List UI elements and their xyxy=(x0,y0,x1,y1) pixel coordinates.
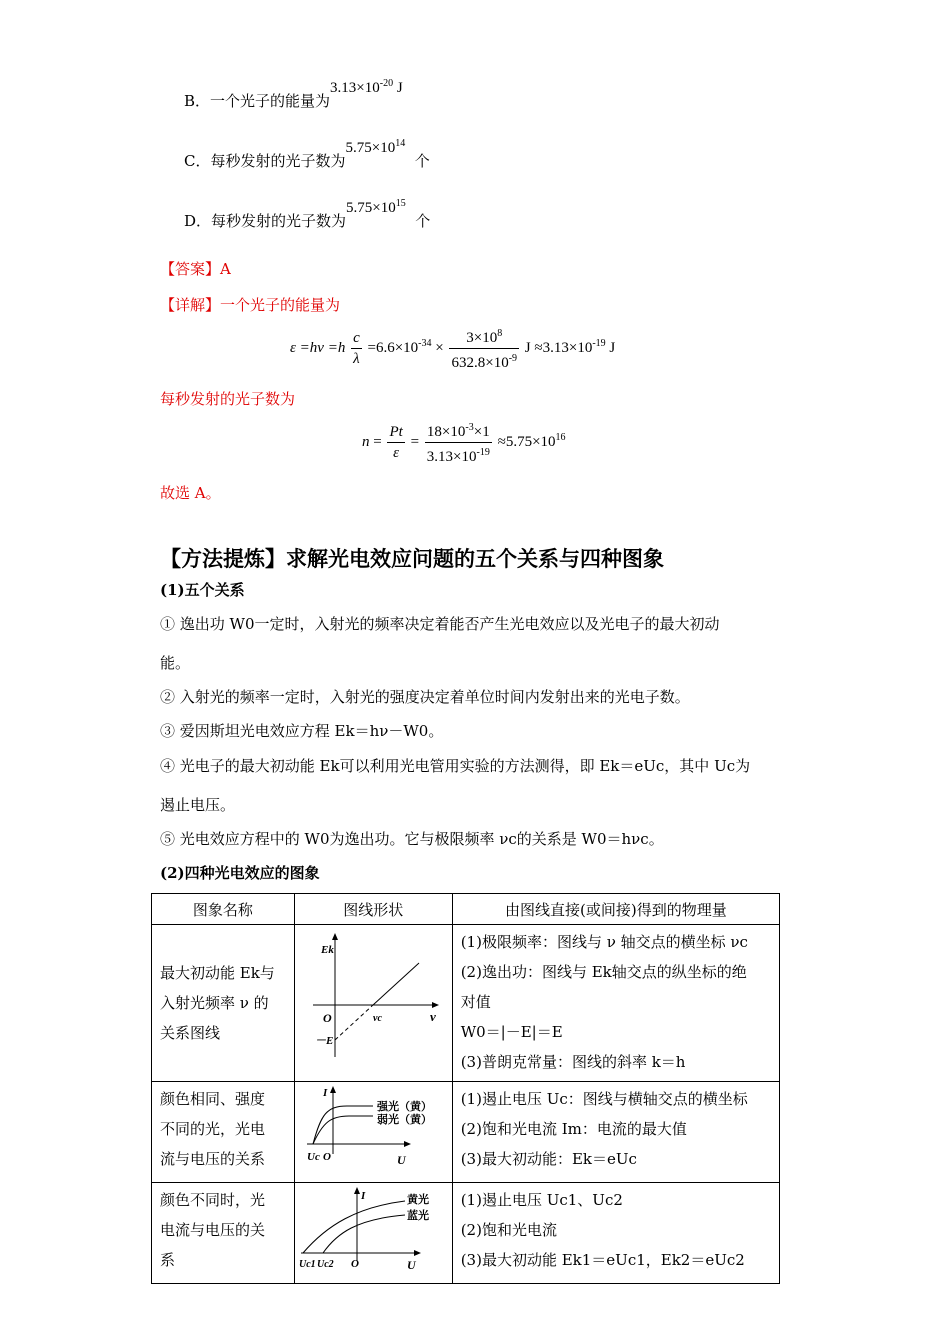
detail-photon-count: 每秒发射的光子数为 xyxy=(160,390,296,408)
option-b: B．一个光子的能量为$3.13\times 10^{-20}$ J xyxy=(184,78,403,110)
svg-text:Uc1: Uc1 xyxy=(298,1259,316,1270)
table-row: 颜色不同时，光 电流与电压的关 系 I U O Uc1 Uc2 黄光 蓝光 (1)遏止电压 Uc1、Uc2 (2)饱和光电流 (3)最大初动能 Ek1＝eUc1，Ek2＝eUc2 xyxy=(152,1183,780,1284)
answer: 【答案】A xyxy=(160,260,231,278)
svg-text:I: I xyxy=(322,1087,327,1099)
header-quantity: 由图线直接(或间接)得到的物理量 xyxy=(452,894,779,925)
relation-item: 能。 xyxy=(160,654,191,672)
svg-text:蓝光: 蓝光 xyxy=(406,1209,429,1222)
subheading-five-relations: (1)五个关系 xyxy=(160,581,245,599)
option-c-value: $5.75\times 10^{14}$ xyxy=(345,138,406,156)
header-graph-shape: 图线形状 xyxy=(294,894,452,925)
option-d: D．每秒发射的光子数为$5.75\times 10^{15}$ 个 xyxy=(184,198,431,230)
diff-color-graph xyxy=(297,1185,449,1271)
option-d-value: $5.75\times 10^{15}$ xyxy=(346,198,406,216)
table-row: 颜色相同、强度 不同的光，光电 流与电压的关系 I U Uc O 强光（黄） 弱光（黄） (1)遏止电压 Uc：图线与横轴交点的横坐标 (2)饱和光电流 Im：电流的最大值 (3)最大初动能：Ek＝eUc xyxy=(152,1082,780,1183)
svg-text:U: U xyxy=(396,1153,406,1167)
graph-table xyxy=(151,893,780,1284)
svg-text:－E: －E xyxy=(314,1035,334,1047)
ek-nu-graph xyxy=(299,929,447,1067)
svg-text:弱光（黄）: 弱光（黄） xyxy=(376,1113,432,1126)
same-color-graph xyxy=(297,1084,449,1170)
svg-text:O: O xyxy=(350,1258,359,1270)
relation-item: ④ 光电子的最大初动能 Ek可以利用光电管用实验的方法测得，即 Ek＝eUc，其中 Uc为 xyxy=(160,757,751,775)
table-row: 最大初动能 Ek与 入射光频率 ν 的 关系图线 Ek ν O νc －E (1)极限频率：图线与 ν 轴交点的横坐标 νc (2)逸出功：图线与 Ek轴交点的纵坐标的绝 对值 W0＝|－E|＝E (3)普朗克常量：图线的斜率 k＝h xyxy=(152,925,780,1082)
svg-text:Ek: Ek xyxy=(320,944,334,956)
svg-text:Uc: Uc xyxy=(306,1151,320,1163)
svg-text:黄光: 黄光 xyxy=(406,1193,429,1206)
header-graph-name: 图象名称 xyxy=(152,894,295,925)
svg-text:U: U xyxy=(406,1258,416,1271)
detail-intro: 【详解】一个光子的能量为 xyxy=(160,296,341,314)
option-b-value: $3.13\times 10^{-20}$ J xyxy=(330,78,403,96)
svg-text:ν: ν xyxy=(429,1009,436,1024)
relation-item: ① 逸出功 W0一定时，入射光的频率决定着能否产生光电效应以及光电子的最大初动 xyxy=(160,615,720,633)
relation-item: ② 入射光的频率一定时，入射光的强度决定着单位时间内发射出来的光电子数。 xyxy=(160,688,690,706)
svg-text:I: I xyxy=(360,1190,365,1202)
svg-text:νc: νc xyxy=(372,1013,382,1024)
method-heading: 【方法提炼】求解光电效应问题的五个关系与四种图象 xyxy=(160,546,664,571)
subheading-four-graphs: (2)四种光电效应的图象 xyxy=(160,864,320,882)
equation-energy: ε =hν =h $\frac{c}{\lambda}$ $=6.6\times 10^{-34}$ × $\frac{3\times 10^8}{632.8\times 10^{-9}}$ $J \approx 3.13\times 10^{-19}$ J xyxy=(290,324,615,373)
equation-count: n = $\frac{Pt}{\varepsilon}$ = $\frac{18\times 10^{-3}\times 1}{3.13\times 10^{-19}}$ $\approx 5.75\times 10^{16}$ xyxy=(362,418,566,467)
conclusion: 故选 A。 xyxy=(160,484,221,502)
svg-text:O: O xyxy=(322,1151,331,1163)
relation-item: ③ 爱因斯坦光电效应方程 Ek＝hν－W0。 xyxy=(160,722,444,740)
svg-text:O: O xyxy=(322,1011,332,1025)
option-c: C．每秒发射的光子数为$5.75\times 10^{14}$ 个 xyxy=(184,138,430,170)
svg-text:强光（黄）: 强光（黄） xyxy=(376,1100,432,1113)
relation-item: 遏止电压。 xyxy=(160,796,236,814)
relation-item: ⑤ 光电效应方程中的 W0为逸出功。它与极限频率 νc的关系是 W0＝hνc。 xyxy=(160,830,664,848)
svg-text:Uc2: Uc2 xyxy=(316,1259,334,1270)
